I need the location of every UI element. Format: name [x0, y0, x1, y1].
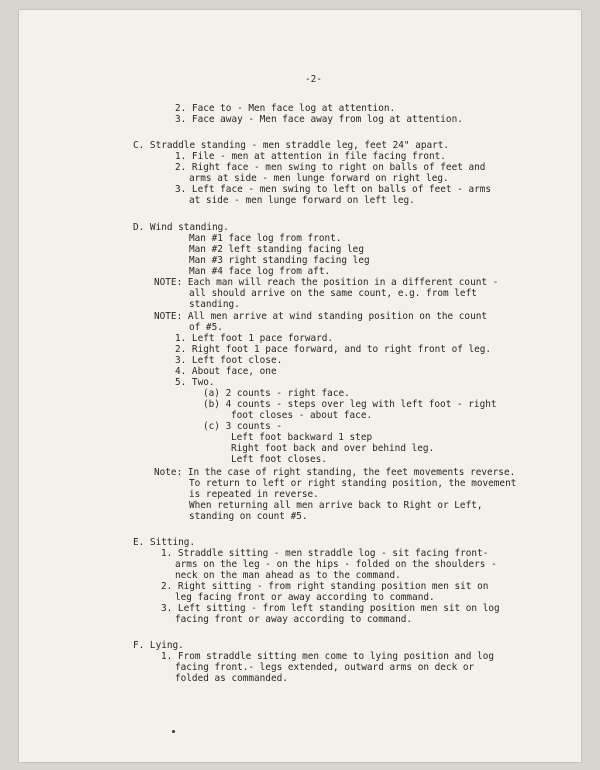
ink-speck [172, 730, 175, 733]
text-line: arms at side - men lunge forward on right leg. [189, 173, 449, 184]
text-line: arms on the leg - on the hips - folded on the shoulders - [175, 559, 497, 570]
document-page [19, 10, 581, 762]
text-line: leg facing front or away according to command. [175, 592, 435, 603]
text-line: 3. Left foot close. [175, 355, 283, 366]
text-line: (a) 2 counts - right face. [203, 388, 350, 399]
note-line: Note: In the case of right standing, the feet movements reverse. [154, 467, 516, 478]
text-line: Man #4 face log from aft. [189, 266, 331, 277]
text-line: standing. [189, 299, 240, 310]
text-line: 1. Straddle sitting - men straddle log - sit facing front- [161, 548, 489, 559]
note-line: NOTE: All men arrive at wind standing position on the count [154, 311, 488, 322]
text-line: (c) 3 counts - [203, 421, 283, 432]
text-line: 5. Two. [175, 377, 215, 388]
text-line: facing front or away according to command. [175, 614, 413, 625]
text-line: is repeated in reverse. [189, 489, 319, 500]
text-line: To return to left or right standing position, the movement [189, 478, 517, 489]
text-line: 2. Right sitting - from right standing position men sit on [161, 581, 489, 592]
text-line: neck on the man ahead as to the command. [175, 570, 401, 581]
text-line: 2. Right face - men swing to right on balls of feet and [175, 162, 486, 173]
text-line: standing on count #5. [189, 511, 308, 522]
section-heading-c: C. Straddle standing - men straddle leg, feet 24" apart. [133, 140, 450, 151]
text-line: 3. Left sitting - from left standing position men sit on log [161, 603, 500, 614]
text-line: foot closes - about face. [231, 410, 373, 421]
text-line: 1. From straddle sitting men come to lying position and log [161, 651, 495, 662]
text-line: facing front.- legs extended, outward arms on deck or [175, 662, 475, 673]
note-line: NOTE: Each man will reach the position in a different count - [154, 277, 499, 288]
text-line: of #5. [189, 322, 223, 333]
text-line: 2. Face to - Men face log at attention. [175, 103, 396, 114]
text-line: Man #3 right standing facing leg [189, 255, 370, 266]
text-line: Man #2 left standing facing leg [189, 244, 364, 255]
text-line: 1. File - men at attention in file facing front. [175, 151, 446, 162]
text-line: 3. Left face - men swing to left on balls of feet - arms [175, 184, 492, 195]
text-line: folded as commanded. [175, 673, 288, 684]
section-heading-e: E. Sitting. [133, 537, 196, 548]
text-line: Right foot back and over behind leg. [231, 443, 435, 454]
text-line: Left foot backward 1 step [231, 432, 373, 443]
section-heading-f: F. Lying. [133, 640, 184, 651]
text-line: Left foot closes. [231, 454, 327, 465]
text-line: 4. About face, one [175, 366, 277, 377]
text-line: 1. Left foot 1 pace forward. [175, 333, 334, 344]
text-line: at side - men lunge forward on left leg. [189, 195, 415, 206]
text-line: all should arrive on the same count, e.g. from left [189, 288, 477, 299]
text-line: 2. Right foot 1 pace forward, and to right front of leg. [175, 344, 492, 355]
text-line: 3. Face away - Men face away from log at attention. [175, 114, 463, 125]
page-number: -2- [305, 74, 322, 85]
text-line: When returning all men arrive back to Right or Left, [189, 500, 483, 511]
section-heading-d: D. Wind standing. [133, 222, 229, 233]
text-line: (b) 4 counts - steps over leg with left foot - right [203, 399, 497, 410]
text-line: Man #1 face log from front. [189, 233, 342, 244]
